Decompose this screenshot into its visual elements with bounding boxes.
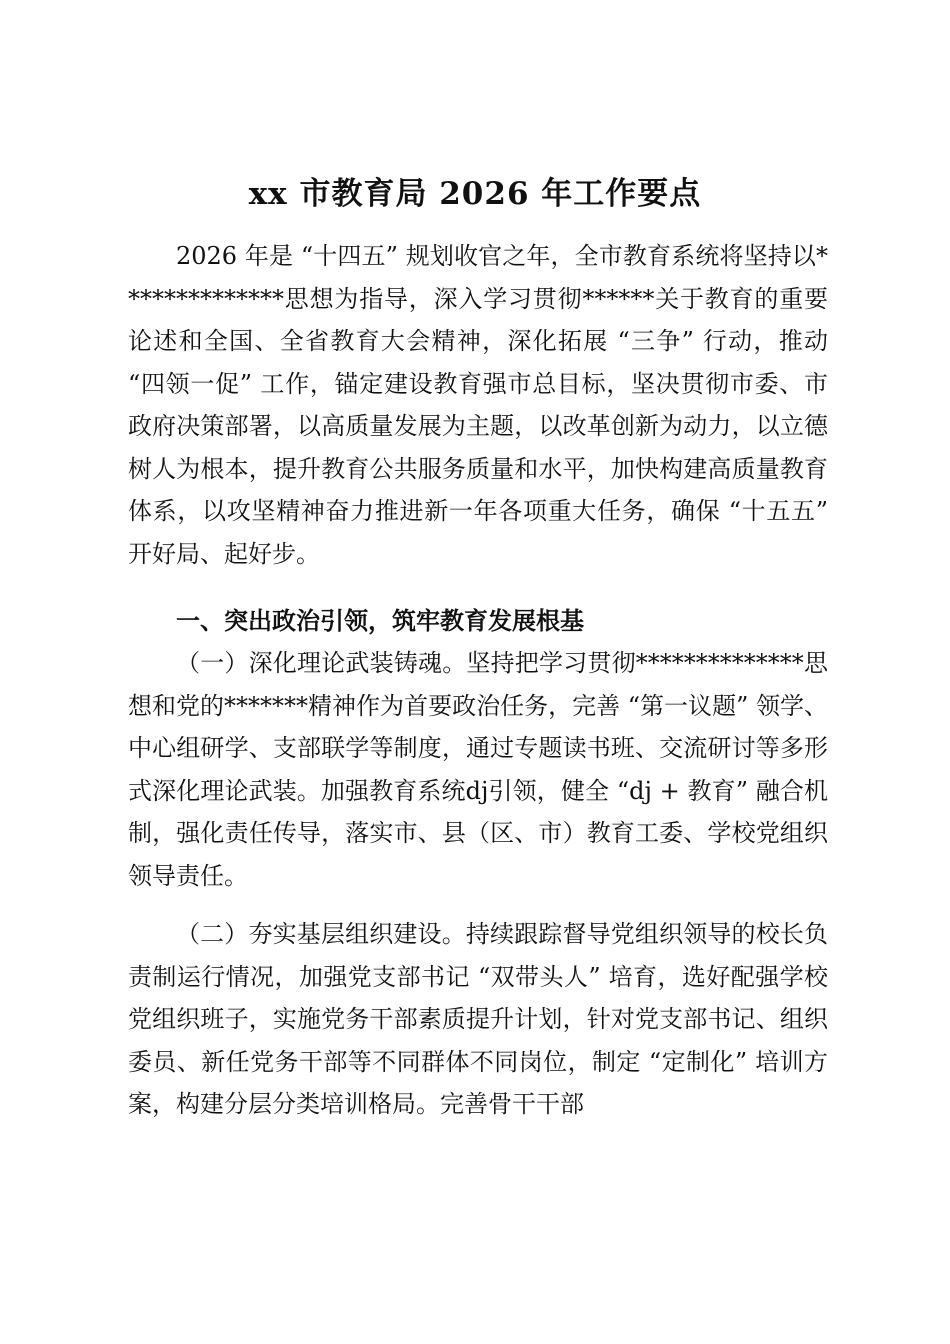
intro-paragraph: 2026 年是 “十四五” 规划收官之年，全市教育系统将坚持以**************思想为指导，深入学习贯彻******关于教育的重要论述和全国、全省教育大会精神，深化拓展 “三争” 行动，推动 “四领一促” 工作，锚定建设教育强市总目标，坚决贯彻市委、市政府决策部署，以高质量发展为主题，以改革创新为动力，以立德树人为根本，提升教育公共服务质量和水平，加快构建高质量教育体系，以攻坚精神奋力推进新一年各项重大任务，确保 “十五五” 开好局、起好步。 [128, 242, 828, 568]
section-heading-1: 一、突出政治引领，筑牢教育发展根基 [176, 607, 584, 635]
paragraph-item-1: （一）深化理论武装铸魂。坚持把学习贯彻**************思想和党的*******精神作为首要政治任务，完善 “第一议题” 领学、中心组研学、支部联学等制度，通过专题读书班、交流研讨等多形式深化理论武装。加强教育系统dj引领，健全 “dj + 教育” 融合机制，强化责任传导，落实市、县（区、市）教育工委、学校党组织领导责任。 [128, 649, 828, 890]
paragraph-item-2: （二）夯实基层组织建设。持续跟踪督导党组织领导的校长负责制运行情况，加强党支部书记 “双带头人” 培育，选好配强学校党组织班子，实施党务干部素质提升计划，针对党支部书记、组织委员、新任党务干部等不同群体不同岗位，制定 “定制化” 培训方案，构建分层分类培训格局。完善骨干干部 [128, 920, 828, 1118]
document-title: xx 市教育局 2026 年工作要点 [248, 176, 702, 212]
